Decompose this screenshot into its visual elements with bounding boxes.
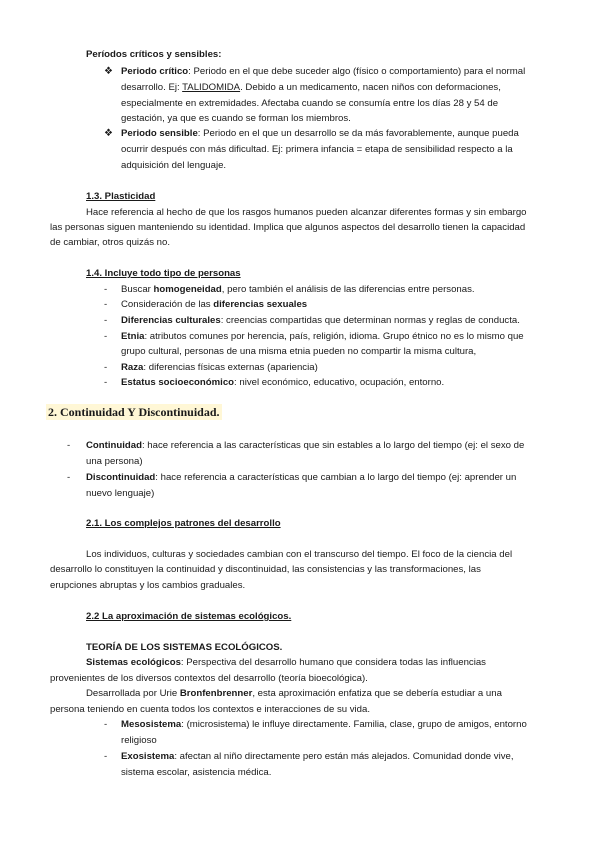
dash-bullet: - (67, 472, 71, 483)
list-item: Raza: diferencias físicas externas (apariencia) (121, 362, 318, 373)
periodo-sensible-term: Periodo sensible (121, 128, 198, 139)
diamond-bullet-icon: ❖ (104, 128, 113, 139)
list-item: Buscar homogeneidad, pero también el análisis de las diferencias entre personas. (121, 284, 475, 295)
dash-bullet: - (104, 284, 108, 295)
diamond-bullet-icon: ❖ (104, 66, 113, 77)
patrones-line-2: desarrollo lo constituyen la continuidad y discontinuidad, las consistencias y las transformaciones, las (50, 564, 481, 575)
dash-bullet: - (104, 719, 108, 730)
periodo-critico-line-4: gestación, ya que es cuando se forman los miembros. (121, 113, 351, 124)
teoria-heading: TEORÍA DE LOS SISTEMAS ECOLÓGICOS. (86, 642, 283, 653)
exosistema-line-2: sistema escolar, asistencia médica. (121, 767, 272, 778)
sistemas-line-2: provenientes de los diversos contextos del desarrollo (teoría bioecológica). (50, 673, 368, 684)
dash-bullet: - (104, 751, 108, 762)
bronfenbrenner-line-2: persona teniendo en cuenta todos los contextos e interacciones de su vida. (50, 704, 371, 715)
mesosistema-line-2: religioso (121, 735, 157, 746)
patrones-line-1: Los individuos, culturas y sociedades cambian con el transcurso del tiempo. El foco de la ciencia del (86, 549, 513, 560)
periodo-sensible-line-2: ocurrir después con más dificultad. Ej: primera infancia = etapa de sensibilidad respecto a la (121, 144, 513, 155)
list-item: Estatus socioeconómico: nivel económico, educativo, ocupación, entorno. (121, 377, 445, 388)
sistemas-line-1: Sistemas ecológicos: Perspectiva del desarrollo humano que considera todas las influencias (86, 657, 486, 668)
etnia-continuation: grupo cultural, personas de una misma etnia pueden no compartir la misma cultura, (121, 346, 477, 357)
plasticidad-line-2: las personas siguen manteniendo su identidad. Implica que algunos aspectos del desarrollo tienen la capacidad (50, 222, 526, 233)
plasticidad-heading: 1.3. Plasticidad (86, 191, 156, 202)
periodos-heading: Períodos críticos y sensibles: (86, 49, 222, 60)
list-item: Consideración de las diferencias sexuales (121, 299, 308, 310)
periodo-critico-line-1: Periodo crítico: Periodo en el que debe suceder algo (físico o comportamiento) para el normal (121, 66, 526, 77)
talidomida-term: TALIDOMIDA (182, 82, 241, 93)
dash-bullet: - (104, 315, 108, 326)
dash-bullet: - (104, 362, 108, 373)
periodo-critico-term: Periodo crítico (121, 66, 189, 77)
periodo-sensible-line-1: Periodo sensible: Periodo en el que un desarrollo se da más favorablemente, aunque pueda (121, 128, 519, 139)
continuidad-line-1: Continuidad: hace referencia a las características que sin estables a lo largo del tiempo (ej: el sexo de (86, 440, 525, 451)
mesosistema-line-1: Mesosistema: (microsistema) le influye directamente. Familia, clase, grupo de amigos, entorno (121, 719, 527, 730)
periodo-critico-line-3: especialmente en extremidades. Afectaba cuando se consumía entre los días 28 y 54 de (121, 98, 499, 109)
discontinuidad-line-1: Discontinuidad: hace referencia a características que cambian a lo largo del tiempo (ej: aprender un (86, 472, 517, 483)
ecologicos-heading: 2.2 La aproximación de sistemas ecológicos. (86, 611, 292, 622)
bronfenbrenner-line-1: Desarrollada por Urie Bronfenbrenner, esta aproximación enfatiza que se debería estudiar a una (86, 688, 502, 699)
list-item: Etnia: atributos comunes por herencia, país, religión, idioma. Grupo étnico no es lo mismo que (121, 331, 524, 342)
periodo-critico-line-2: desarrollo. Ej: TALIDOMIDA. Debido a un medicamento, nacen niños con deformaciones, (121, 82, 501, 93)
exosistema-line-1: Exosistema: afectan al niño directamente pero están más alejados. Comunidad donde vive, (121, 751, 514, 762)
dash-bullet: - (67, 440, 71, 451)
list-item: Diferencias culturales: creencias compartidas que determinan normas y reglas de conducta. (121, 315, 520, 326)
plasticidad-line-1: Hace referencia al hecho de que los rasgos humanos pueden alcanzar diferentes formas y sin embargo (86, 207, 527, 218)
personas-heading: 1.4. Incluye todo tipo de personas (86, 268, 241, 279)
section-title-continuidad: 2. Continuidad Y Discontinuidad. (48, 405, 220, 419)
patrones-line-3: erupciones abruptas y los cambios graduales. (50, 580, 246, 591)
continuidad-line-2: una persona) (86, 456, 143, 467)
patrones-heading: 2.1. Los complejos patrones del desarrollo (86, 518, 281, 529)
dash-bullet: - (104, 331, 108, 342)
periodo-sensible-line-3: adquisición del lenguaje. (121, 160, 227, 171)
discontinuidad-line-2: nuevo lenguaje) (86, 488, 155, 499)
plasticidad-line-3: de cambiar, otros quizás no. (50, 237, 170, 248)
dash-bullet: - (104, 377, 108, 388)
dash-bullet: - (104, 299, 108, 310)
